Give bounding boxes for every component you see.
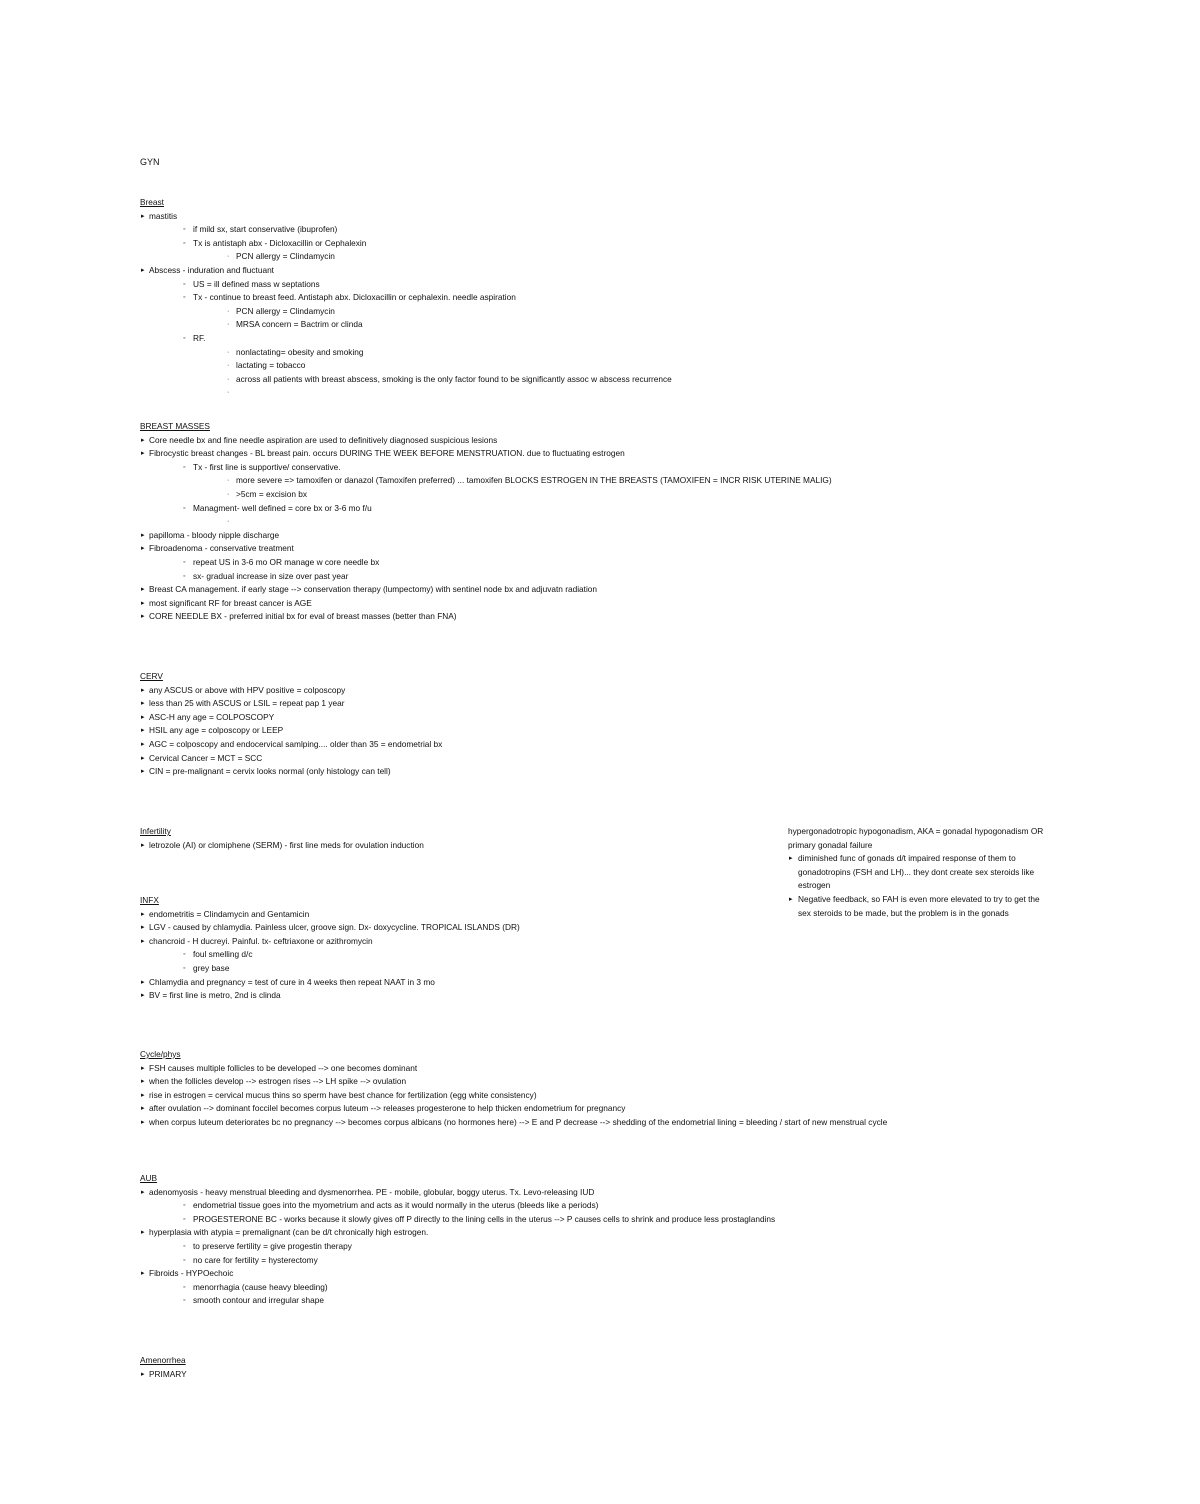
bullet-icon: ▸ (141, 266, 145, 274)
list-item-text: US = ill defined mass w septations (193, 278, 320, 289)
bullet-icon: ◦ (183, 964, 186, 972)
list-item (140, 359, 1060, 373)
list-item-text: when corpus luteum deteriorates bc no pregnancy --> becomes corpus albicans (no hormones here) --> E and P decrease --> shedding of the endometrial lining = bleeding / start of new menstrual cycle (149, 1116, 888, 1127)
list-item (140, 529, 1060, 543)
bullet-icon: ▸ (141, 599, 145, 607)
list-item (140, 278, 1060, 292)
list-item (140, 291, 1060, 305)
list-item (140, 1267, 1060, 1281)
list-item-text: less than 25 with ASCUS or LSIL = repeat pap 1 year (149, 698, 345, 709)
bullet-icon: ▸ (141, 586, 145, 594)
list-item (140, 976, 740, 990)
section-heading: BREAST MASSES (140, 421, 210, 431)
list-item-text: Breast CA management. if early stage --> conservation therapy (lumpectomy) with sentinel node bx and adjuvatn radiation (149, 584, 598, 595)
bullet-icon: ◦ (183, 239, 186, 247)
list-item (140, 839, 740, 853)
list-item (140, 962, 740, 976)
section-amenorrhea (140, 1354, 1060, 1381)
list-item (140, 373, 1060, 387)
bullet-icon: ▸ (141, 1229, 145, 1237)
list-item-text: adenomyosis - heavy menstrual bleeding and dysmenorrhea. PE - mobile, globular, boggy uterus. Tx. Levo-releasing IUD (149, 1186, 595, 1197)
bullet-icon: ◦ (183, 1297, 186, 1305)
section-items (140, 908, 740, 1003)
list-item (140, 556, 1060, 570)
list-item-text: no care for fertility = hysterectomy (193, 1254, 318, 1265)
bullet-icon: ◦ (183, 1283, 186, 1291)
list-item-text: AGC = colposcopy and endocervical samlping.... older than 35 = endometrial bx (149, 738, 443, 749)
bullet-icon: · (227, 375, 230, 383)
list-item-text: after ovulation --> dominant foccilel becomes corpus luteum --> releases progesterone to help thicken endometrium for pregnancy (149, 1103, 626, 1114)
list-item-text: chancroid - H ducreyi. Painful. tx- ceftriaxone or azithromycin (149, 935, 373, 946)
list-item-text: Tx is antistaph abx - Dicloxacillin or Cephalexin (193, 237, 367, 248)
bullet-icon: ▸ (789, 895, 793, 903)
list-item (140, 908, 740, 922)
list-item (140, 1226, 1060, 1240)
bullet-icon: ▸ (141, 910, 145, 918)
bullet-icon: ▸ (789, 855, 793, 863)
bullet-icon: ◦ (183, 463, 186, 471)
bullet-icon: ▸ (141, 978, 145, 986)
list-item (140, 1368, 1060, 1382)
list-item (140, 583, 1060, 597)
list-item (140, 1199, 1060, 1213)
section-heading: Breast (140, 197, 164, 207)
list-item (140, 346, 1060, 360)
bullet-icon: ◦ (183, 558, 186, 566)
bullet-icon: · (227, 348, 230, 356)
section-breast-masses (140, 420, 1060, 624)
list-item-text: PCN allergy = Clindamycin (236, 251, 335, 262)
list-item (140, 1186, 1060, 1200)
section-aub (140, 1172, 1060, 1308)
section-heading: AUB (140, 1173, 158, 1183)
list-item-text: CORE NEEDLE BX - preferred initial bx for eval of breast masses (better than FNA) (149, 611, 457, 622)
list-item-text: FSH causes multiple follicles to be developed --> one becomes dominant (149, 1062, 418, 1073)
list-item-text: when the follicles develop --> estrogen rises --> LH spike --> ovulation (149, 1076, 407, 1087)
bullet-icon: ◦ (183, 1215, 186, 1223)
list-item-text: rise in estrogen = cervical mucus thins so sperm have best chance for fertilization (egg white consistency) (149, 1089, 537, 1100)
section-cycle-phys (140, 1048, 1060, 1130)
list-item-text: Fibrocystic breast changes - BL breast pain. occurs DURING THE WEEK BEFORE MENSTRUATION. due to fluctuating estrogen (149, 448, 625, 459)
bullet-icon: ◦ (183, 334, 186, 342)
list-item (140, 935, 740, 949)
bullet-icon: ▸ (141, 1091, 145, 1099)
bullet-icon: ▸ (141, 436, 145, 444)
list-item-text: Abscess - induration and fluctuant (149, 264, 274, 275)
section-heading: INFX (140, 895, 159, 905)
list-item (140, 711, 1060, 725)
bullet-icon: ▸ (141, 924, 145, 932)
document-title: GYN (140, 157, 160, 167)
list-item-text: ASC-H any age = COLPOSCOPY (149, 711, 275, 722)
section-items (140, 839, 740, 853)
list-item-text: endometrial tissue goes into the myometrium and acts as it would normally in the uterus (bleeds like a periods) (193, 1200, 599, 1211)
bullet-icon: · (227, 389, 230, 397)
list-item-text: LGV - caused by chlamydia. Painless ulcer, groove sign. Dx- doxycycline. TROPICAL ISLANDS (DR) (149, 922, 520, 933)
bullet-icon: ▸ (141, 1270, 145, 1278)
list-item (140, 1294, 1060, 1308)
list-item (140, 1075, 1060, 1089)
section-heading: Amenorrhea (140, 1355, 186, 1365)
bullet-icon: · (227, 490, 230, 498)
bullet-icon: ▸ (141, 1118, 145, 1126)
list-item (140, 738, 1060, 752)
list-item (140, 989, 740, 1003)
section-infx (140, 894, 740, 1003)
section-items (140, 1062, 1060, 1130)
list-item (140, 610, 1060, 624)
section-items (140, 210, 1060, 400)
list-item-text: Managment- well defined = core bx or 3-6 mo f/u (193, 502, 372, 513)
list-item (140, 386, 1060, 400)
section-heading: Cycle/phys (140, 1049, 181, 1059)
section-items (140, 1186, 1060, 1308)
list-item-text: hyperplasia with atypia = premalignant (can be d/t chronically high estrogen. (149, 1227, 429, 1238)
list-item-text: more severe => tamoxifen or danazol (Tamoxifen preferred) ... tamoxifen BLOCKS ESTROGEN IN THE BREASTS (TAMOXIFEN = INCR RISK UTERINE MALIG) (236, 475, 832, 486)
list-item (140, 250, 1060, 264)
list-item-text: letrozole (AI) or clomiphene (SERM) - first line meds for ovulation induction (149, 839, 424, 850)
list-item (140, 332, 1060, 346)
list-item (140, 1089, 1060, 1103)
list-item (140, 237, 1060, 251)
section-heading: CERV (140, 671, 163, 681)
list-item-text: PROGESTERONE BC - works because it slowly gives off P directly to the lining cells in the uterus --> P causes cells to shrink and produce less prostaglandins (193, 1213, 776, 1224)
list-item (140, 724, 1060, 738)
list-item (140, 515, 1060, 529)
list-item (140, 948, 740, 962)
note-item (788, 852, 1048, 893)
bullet-icon: ▸ (141, 531, 145, 539)
list-item-text: nonlactating= obesity and smoking (236, 346, 364, 357)
list-item (140, 1281, 1060, 1295)
bullet-icon: ▸ (141, 1188, 145, 1196)
bullet-icon: ◦ (183, 951, 186, 959)
bullet-icon: ▸ (141, 212, 145, 220)
list-item-text: if mild sx, start conservative (ibuprofen) (193, 224, 338, 235)
list-item-text: endometritis = Clindamycin and Gentamicin (149, 908, 310, 919)
bullet-icon: ▸ (141, 740, 145, 748)
list-item (140, 1116, 1060, 1130)
list-item-text: sx- gradual increase in size over past year (193, 570, 349, 581)
list-item-text: foul smelling d/c (193, 949, 253, 960)
bullet-icon: ▸ (141, 768, 145, 776)
bullet-icon: ▸ (141, 1105, 145, 1113)
list-item (140, 570, 1060, 584)
list-item-text: RF. (193, 332, 206, 343)
list-item (140, 1102, 1060, 1116)
bullet-icon: · (227, 477, 230, 485)
bullet-icon: ▸ (141, 992, 145, 1000)
bullet-icon: ◦ (183, 1256, 186, 1264)
list-item (140, 210, 1060, 224)
bullet-icon: · (227, 518, 230, 526)
bullet-icon: ◦ (183, 504, 186, 512)
list-item-text: grey base (193, 962, 230, 973)
bullet-icon: ▸ (141, 450, 145, 458)
list-item-text: mastitis (149, 210, 178, 221)
section-items (140, 1368, 1060, 1382)
note-item-text: diminished func of gonads d/t impaired response of them to gonadotropins (FSH and LH)... they dont create sex steroids like estrogen (798, 853, 1035, 891)
list-item (140, 305, 1060, 319)
list-item-text: to preserve fertility = give progestin therapy (193, 1240, 352, 1251)
list-item-text: Fibroadenoma - conservative treatment (149, 543, 294, 554)
list-item-text: lactating = tobacco (236, 360, 306, 371)
list-item-text: Fibroids - HYPOechoic (149, 1268, 234, 1279)
bullet-icon: · (227, 307, 230, 315)
list-item (140, 921, 740, 935)
list-item-text: PCN allergy = Clindamycin (236, 305, 335, 316)
list-item-text: CIN = pre-malignant = cervix looks normal (only histology can tell) (149, 766, 391, 777)
list-item (140, 752, 1060, 766)
list-item-text: repeat US in 3-6 mo OR manage w core needle bx (193, 556, 380, 567)
bullet-icon: ▸ (141, 613, 145, 621)
list-item-text: papilloma - bloody nipple discharge (149, 529, 280, 540)
bullet-icon: ▸ (141, 937, 145, 945)
list-item (140, 318, 1060, 332)
bullet-icon: ◦ (183, 572, 186, 580)
section-items (140, 684, 1060, 779)
section-infertility (140, 825, 740, 852)
list-item-text: BV = first line is metro, 2nd is clinda (149, 990, 281, 1001)
hypogonadism-note (788, 825, 1048, 920)
bullet-icon: ▸ (141, 1064, 145, 1072)
bullet-icon: ▸ (141, 545, 145, 553)
list-item (140, 542, 1060, 556)
bullet-icon: ▸ (141, 713, 145, 721)
bullet-icon: ▸ (141, 700, 145, 708)
list-item (140, 597, 1060, 611)
bullet-icon: ▸ (141, 754, 145, 762)
list-item (140, 765, 1060, 779)
bullet-icon: ▸ (141, 841, 145, 849)
list-item (140, 502, 1060, 516)
bullet-icon: ▸ (141, 1078, 145, 1086)
list-item-text: HSIL any age = colposcopy or LEEP (149, 725, 284, 736)
list-item-text: Chlamydia and pregnancy = test of cure in 4 weeks then repeat NAAT in 3 mo (149, 976, 435, 987)
bullet-icon: ◦ (183, 1242, 186, 1250)
list-item (140, 461, 1060, 475)
bullet-icon: ▸ (141, 686, 145, 694)
bullet-icon: ▸ (141, 727, 145, 735)
list-item (140, 1062, 1060, 1076)
list-item-text: any ASCUS or above with HPV positive = colposcopy (149, 684, 346, 695)
note-item (788, 893, 1048, 920)
list-item-text: Tx - first line is supportive/ conservative. (193, 461, 341, 472)
bullet-icon: · (227, 362, 230, 370)
bullet-icon: ◦ (183, 226, 186, 234)
list-item-text: >5cm = excision bx (236, 488, 308, 499)
list-item-text: across all patients with breast abscess, smoking is the only factor found to be significantly assoc w abscess recurrence (236, 373, 672, 384)
section-cerv (140, 670, 1060, 779)
list-item-text: menorrhagia (cause heavy bleeding) (193, 1281, 328, 1292)
section-breast (140, 196, 1060, 400)
list-item (140, 697, 1060, 711)
list-item (140, 1213, 1060, 1227)
list-item (140, 1240, 1060, 1254)
list-item (140, 488, 1060, 502)
list-item (140, 1254, 1060, 1268)
note-intro: hypergonadotropic hypogonadism, AKA = gonadal hypogonadism OR primary gonadal failure (788, 826, 1044, 850)
list-item (140, 264, 1060, 278)
list-item-text: PRIMARY (149, 1368, 187, 1379)
list-item (140, 474, 1060, 488)
bullet-icon: ◦ (183, 294, 186, 302)
list-item-text: Core needle bx and fine needle aspiration are used to definitively diagnosed suspicious lesions (149, 434, 498, 445)
bullet-icon: ◦ (183, 280, 186, 288)
bullet-icon: ◦ (183, 1202, 186, 1210)
note-item-text: Negative feedback, so FAH is even more elevated to try to get the sex steroids to be made, but the problem is in the gonads (798, 893, 1040, 918)
list-item-text: smooth contour and irregular shape (193, 1295, 324, 1306)
list-item-text: Tx - continue to breast feed. Antistaph abx. Dicloxacillin or cephalexin. needle aspiration (193, 292, 516, 303)
list-item-text: most significant RF for breast cancer is AGE (149, 597, 312, 608)
list-item (140, 223, 1060, 237)
bullet-icon: · (227, 321, 230, 329)
list-item-text: MRSA concern = Bactrim or clinda (236, 319, 363, 330)
section-items (140, 434, 1060, 624)
list-item-text: Cervical Cancer = MCT = SCC (149, 752, 263, 763)
bullet-icon: ▸ (141, 1370, 145, 1378)
list-item (140, 434, 1060, 448)
section-heading: Infertility (140, 826, 171, 836)
list-item (140, 447, 1060, 461)
list-item (140, 684, 1060, 698)
bullet-icon: · (227, 253, 230, 261)
